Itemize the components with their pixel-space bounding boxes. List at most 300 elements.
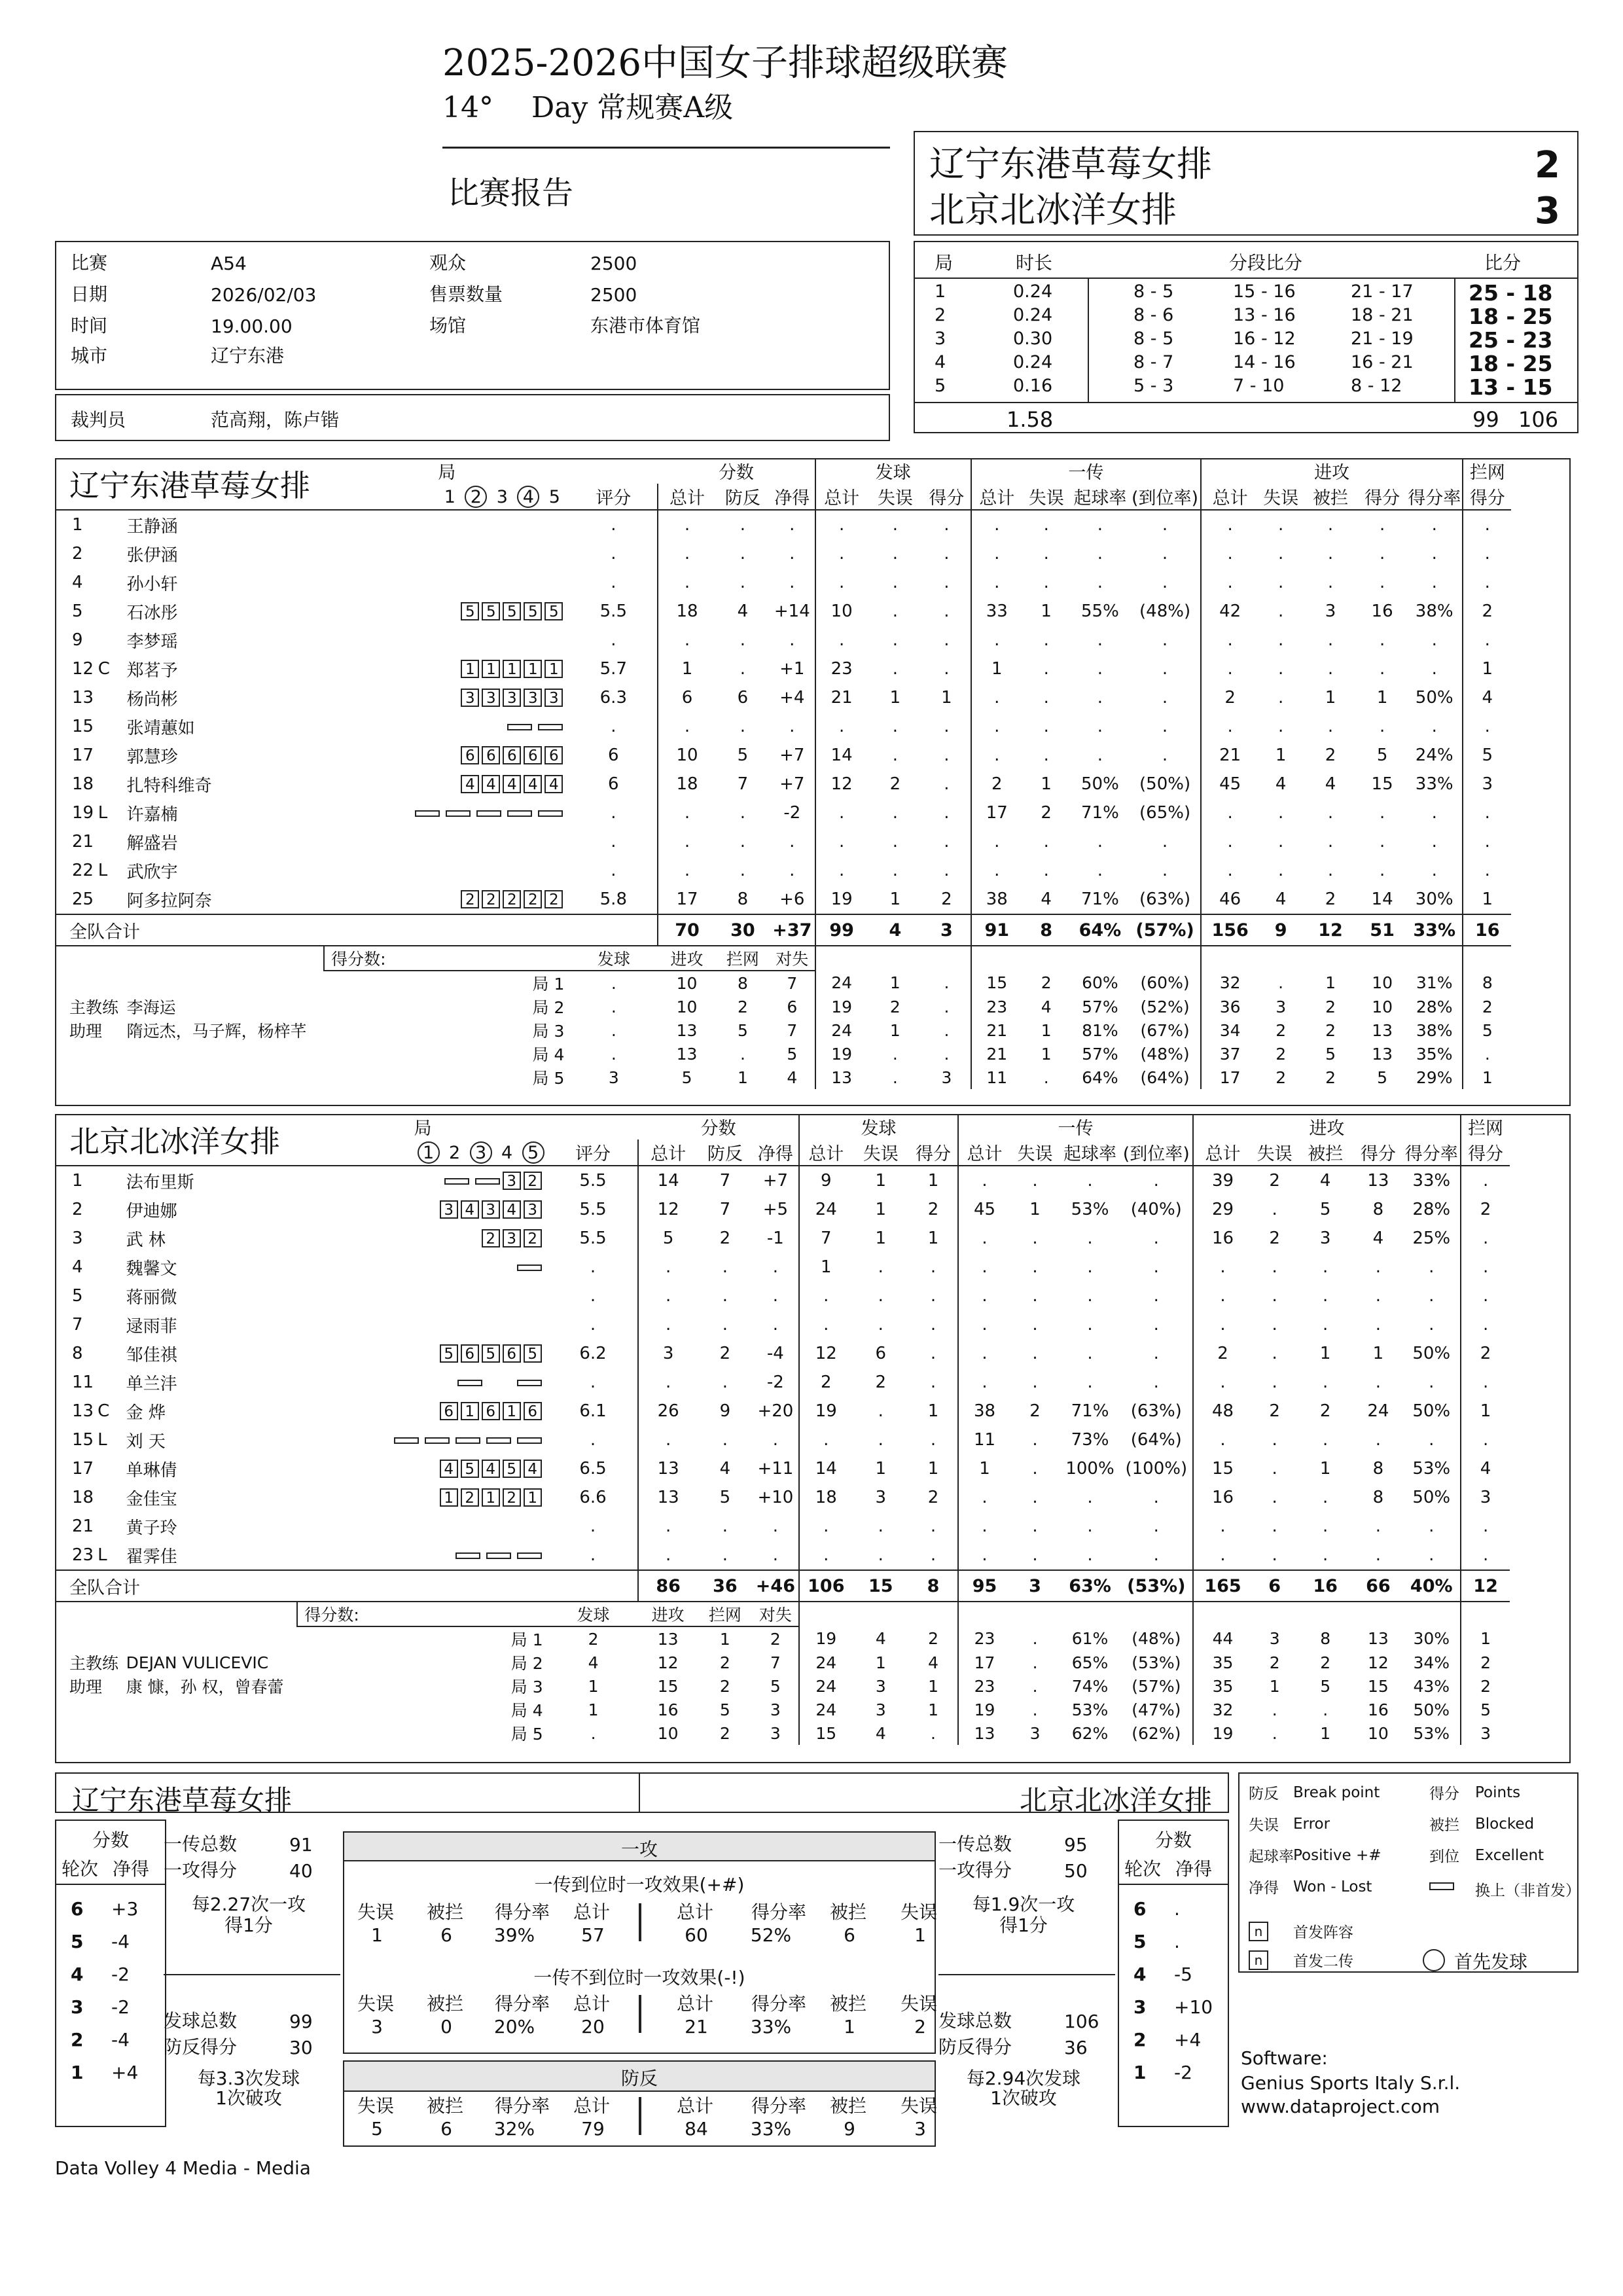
stat-cell: 53% xyxy=(1071,1200,1109,1219)
per-set-stat: . xyxy=(1032,1676,1038,1696)
stat-cell: . xyxy=(892,630,898,650)
stat-cell: 23 xyxy=(815,655,868,683)
stat-cell: -4 xyxy=(766,1344,784,1363)
center-head: 被拦 xyxy=(830,1901,867,1923)
stat-cell: . xyxy=(1327,544,1334,564)
serve-group-head: 发球 xyxy=(799,1114,958,1139)
stat-cell: 2 xyxy=(1325,745,1336,765)
stat-cell: 1 xyxy=(799,1253,853,1282)
col-head: 评分 xyxy=(548,1139,639,1166)
stat-cell: . xyxy=(1429,1516,1435,1536)
stat-cell: . xyxy=(878,1257,883,1277)
stat-cell: . xyxy=(1272,1459,1277,1479)
away-fb-note1: 每1.9次一攻 xyxy=(972,1893,1075,1915)
stat-cell: . xyxy=(958,1282,1010,1310)
total-cell: 64% xyxy=(1071,914,1130,946)
col-head: 总计 xyxy=(638,1139,697,1166)
start-position: 4 xyxy=(503,775,521,793)
footer-text: Data Volley 4 Media - Media xyxy=(55,2157,311,2179)
col-head: 总计 xyxy=(799,1139,853,1166)
center-value: 6 xyxy=(844,1924,855,1946)
player-role xyxy=(98,626,127,655)
stat-cell: 5.5 xyxy=(599,601,627,621)
center-head: 被拦 xyxy=(427,1901,464,1923)
player-rotation xyxy=(324,683,569,712)
stat-cell: . xyxy=(658,827,716,856)
player-rotation xyxy=(297,1224,548,1253)
per-set-head: 进攻 xyxy=(658,946,716,971)
sets-head-set: 局 xyxy=(935,252,954,274)
stat-cell: 4 xyxy=(1325,774,1336,794)
per-set-stat: 1 xyxy=(1461,1626,1510,1651)
player-row xyxy=(55,655,1571,683)
stat-cell: . xyxy=(638,1282,697,1310)
stat-cell: 1 xyxy=(1376,688,1388,708)
per-set-head: 发球 xyxy=(569,946,658,971)
stat-cell: 3 xyxy=(1325,601,1336,621)
player-row xyxy=(55,626,1571,655)
stat-cell: 53% xyxy=(1412,1459,1451,1479)
total-cell: (57%) xyxy=(1130,914,1201,946)
home-rot-head-net: 净得 xyxy=(113,1858,150,1880)
stat-cell: . xyxy=(1193,1512,1252,1541)
stat-cell: 4 xyxy=(737,601,749,621)
stat-cell: 6 xyxy=(658,683,716,712)
per-set-stat: 1 xyxy=(1320,1723,1331,1743)
referee-box xyxy=(55,394,890,441)
set-marker: 2 xyxy=(465,486,487,508)
per-set-stat: 24 xyxy=(799,1674,853,1698)
set-marker: 5 xyxy=(522,1141,544,1164)
player-name: 黄子玲 xyxy=(126,1518,177,1538)
stat-cell: . xyxy=(1327,832,1334,852)
stat-cell: . xyxy=(1379,861,1385,880)
center-head: 得分率 xyxy=(495,1901,550,1923)
set-row-p1: 8 - 6 xyxy=(1133,305,1174,325)
stat-cell: 50% xyxy=(1412,1344,1451,1363)
center-head: 总计 xyxy=(573,1901,611,1923)
player-rotation xyxy=(324,568,569,597)
stat-cell: . xyxy=(815,856,868,885)
sets-head-duration: 时长 xyxy=(1016,252,1053,274)
home-fb-points: 40 xyxy=(289,1860,313,1882)
legend-n2-label: 首发二传 xyxy=(1293,1953,1353,1970)
per-set-points: 2 xyxy=(588,1629,599,1649)
per-set-stat: 34 xyxy=(1201,1018,1259,1042)
stat-cell: . xyxy=(1431,573,1437,592)
player-row xyxy=(55,798,1571,827)
start-position: 6 xyxy=(524,1402,542,1420)
player-name: 石冰彤 xyxy=(126,603,178,623)
start-position: 5 xyxy=(503,602,521,620)
stat-cell: 2 xyxy=(889,774,901,794)
rotation-turn: 2 xyxy=(1133,2029,1147,2051)
per-set-points: 7 xyxy=(787,973,798,993)
player-role xyxy=(98,827,127,856)
per-set-set: 局 2 xyxy=(510,1654,543,1673)
total-cell: 16 xyxy=(1297,1570,1353,1602)
per-set-row xyxy=(55,995,1571,1018)
stat-cell: . xyxy=(1272,1200,1277,1219)
stat-cell: . xyxy=(930,1372,936,1392)
player-name: 孙小轩 xyxy=(126,574,178,594)
stat-cell: 4 xyxy=(1463,683,1511,712)
stat-cell: . xyxy=(1153,1229,1159,1248)
per-set-stat: 2 xyxy=(1325,1067,1336,1087)
stat-cell: . xyxy=(1153,1257,1159,1277)
stat-cell: 17 xyxy=(658,885,716,914)
per-set-points: 1 xyxy=(737,1067,748,1087)
per-set-stat: 32 xyxy=(1201,971,1259,995)
player-name: 邹佳祺 xyxy=(126,1345,177,1365)
player-rotation xyxy=(297,1426,548,1454)
total-cell: 4 xyxy=(868,914,923,946)
stat-cell: . xyxy=(1461,1253,1510,1282)
first-attack-negative-title: 一传不到位时一攻效果(-!) xyxy=(533,1967,745,1988)
sets-group-head: 局 xyxy=(438,463,456,483)
stat-cell: . xyxy=(878,1545,883,1565)
stat-cell: . xyxy=(1327,803,1334,823)
player-number: 4 xyxy=(72,573,83,592)
per-set-points: 12 xyxy=(657,1653,679,1672)
coach-label: 主教练 xyxy=(69,998,119,1017)
venue-label: 场馆 xyxy=(429,315,467,336)
stat-cell: 26 xyxy=(638,1397,697,1426)
per-set-stat: (60%) xyxy=(1140,973,1190,992)
col-head: 失误 xyxy=(868,484,923,510)
per-set-points: . xyxy=(740,1044,745,1064)
per-set-stat: 53% xyxy=(1071,1700,1109,1719)
rotation-turn: 1 xyxy=(71,2062,84,2083)
stat-cell: 42 xyxy=(1201,597,1259,626)
stat-cell: . xyxy=(1323,1257,1329,1277)
col-head: 总计 xyxy=(971,484,1022,510)
center-head: 总计 xyxy=(573,1993,611,2015)
total-cell: 99 xyxy=(815,914,868,946)
per-set-stat: 24 xyxy=(815,1018,868,1042)
stat-cell: . xyxy=(1201,626,1259,655)
stat-cell: . xyxy=(878,1315,883,1335)
center-head: 得分率 xyxy=(751,1901,807,1923)
stat-cell: 2 xyxy=(1269,1229,1280,1248)
player-name: 王静涵 xyxy=(126,516,178,537)
start-position: 6 xyxy=(482,1402,500,1420)
home-rot-head-turn: 轮次 xyxy=(62,1858,99,1880)
stat-cell: . xyxy=(638,1512,697,1541)
stat-cell: . xyxy=(1162,515,1168,535)
stat-cell: . xyxy=(1278,688,1284,708)
scoreboard-away-name: 北京北冰洋女排 xyxy=(929,189,1177,230)
center-value: 57 xyxy=(581,1924,605,1946)
stat-cell: . xyxy=(1278,573,1284,592)
city-label: 城市 xyxy=(71,345,108,367)
start-position: 2 xyxy=(544,890,563,908)
stat-cell: . xyxy=(1461,1166,1510,1195)
per-set-points: . xyxy=(590,1723,596,1743)
stat-cell: . xyxy=(1463,856,1511,885)
stat-cell: 5.7 xyxy=(599,659,627,679)
per-set-points: . xyxy=(611,973,616,993)
stat-cell: . xyxy=(1429,1545,1435,1565)
per-set-stat: 19 xyxy=(958,1698,1010,1721)
sub-marker xyxy=(486,1437,511,1444)
center-divider xyxy=(639,1995,641,2033)
col-head: 被拦 xyxy=(1303,484,1358,510)
set-row-score: 18 - 25 xyxy=(1469,351,1553,376)
stat-cell: 2 xyxy=(941,889,952,909)
per-set-stat: 3 xyxy=(875,1676,886,1696)
stat-cell: . xyxy=(722,1257,728,1277)
stat-cell: . xyxy=(658,510,716,539)
player-number: 17 xyxy=(72,745,94,765)
col-head: 失误 xyxy=(1010,1139,1060,1166)
stat-cell: . xyxy=(1201,539,1259,568)
stat-cell: . xyxy=(1463,827,1511,856)
tickets-value: 2500 xyxy=(590,284,637,306)
stat-cell: 1 xyxy=(875,1459,887,1479)
stat-cell: 2 xyxy=(1461,1195,1510,1224)
stat-cell: 9 xyxy=(719,1401,731,1421)
stat-cell: 2 xyxy=(1319,1401,1331,1421)
stat-cell: . xyxy=(892,803,898,823)
stat-cell: . xyxy=(971,712,1022,741)
per-set-stat: 1 xyxy=(889,973,901,992)
per-set-stat: 34% xyxy=(1413,1653,1450,1672)
set-row-score: 25 - 18 xyxy=(1469,280,1553,306)
per-set-stat: 2 xyxy=(1325,1020,1336,1040)
per-set-points: 2 xyxy=(719,1653,730,1672)
match-label: 比赛 xyxy=(71,252,108,274)
per-set-stat: 3 xyxy=(1269,1629,1280,1648)
per-set-stat: 2 xyxy=(889,997,901,1016)
stat-cell: . xyxy=(1278,659,1284,679)
stat-cell: . xyxy=(772,1257,779,1277)
per-set-stat: 16 xyxy=(1368,1700,1389,1719)
stat-cell: . xyxy=(1032,1372,1038,1392)
center-value: 20 xyxy=(581,2016,605,2037)
stat-cell: . xyxy=(1278,832,1284,852)
stat-cell: . xyxy=(1272,1257,1277,1277)
per-set-stat: 61% xyxy=(1071,1629,1109,1648)
player-number: 7 xyxy=(72,1315,83,1335)
set-marker: 2 xyxy=(449,1142,461,1163)
set-row-p3: 21 - 17 xyxy=(1351,281,1414,302)
stat-cell: . xyxy=(590,1430,596,1450)
stat-cell: . xyxy=(1323,1286,1329,1306)
per-set-stat: 19 xyxy=(1193,1721,1252,1745)
sub-marker xyxy=(517,1380,542,1386)
stat-cell: . xyxy=(1379,630,1385,650)
stat-cell: . xyxy=(740,659,746,679)
col-head: 得分 xyxy=(1463,484,1511,510)
stat-cell: . xyxy=(1278,515,1284,535)
stat-cell: . xyxy=(1278,803,1284,823)
player-role xyxy=(98,770,127,798)
defense-box xyxy=(343,2060,936,2147)
stat-cell: . xyxy=(1323,1545,1329,1565)
stat-cell: . xyxy=(1087,1516,1093,1536)
stat-cell: 6 xyxy=(737,688,749,708)
stat-cell: . xyxy=(1461,1541,1510,1570)
stat-cell: 1 xyxy=(875,1229,887,1248)
per-set-stat: 62% xyxy=(1071,1723,1109,1743)
stat-cell: . xyxy=(789,515,795,535)
stat-cell: . xyxy=(1201,856,1259,885)
stat-cell: . xyxy=(1272,1516,1277,1536)
stat-cell: . xyxy=(1327,717,1334,736)
rotation-turn: 5 xyxy=(1133,1931,1147,1952)
stat-cell: 1 xyxy=(875,1200,887,1219)
per-set-head: 拦网 xyxy=(698,1602,753,1626)
start-position: 1 xyxy=(482,1488,500,1507)
center-value: 33% xyxy=(750,2118,792,2140)
stat-cell: . xyxy=(1032,1430,1038,1450)
per-set-points: 1 xyxy=(588,1676,599,1696)
total-cell: 86 xyxy=(638,1570,697,1602)
rotation-net: -2 xyxy=(111,1964,130,1985)
stat-cell: . xyxy=(658,539,716,568)
stat-cell: . xyxy=(1327,515,1334,535)
stat-cell: . xyxy=(1463,626,1511,655)
stat-cell: . xyxy=(892,717,898,736)
stat-cell: . xyxy=(1162,861,1168,880)
stat-cell: 1 xyxy=(1275,745,1287,765)
per-set-stat: 4 xyxy=(1041,997,1052,1016)
stat-cell: . xyxy=(878,1401,883,1421)
stat-cell: . xyxy=(789,630,795,650)
stat-cell: 46 xyxy=(1201,885,1259,914)
set-marker: 3 xyxy=(470,1141,492,1164)
per-set-stat: 2 xyxy=(1461,1651,1510,1674)
per-set-stat: 53% xyxy=(1413,1723,1450,1743)
set-row-p3: 18 - 21 xyxy=(1351,305,1414,325)
stat-cell: . xyxy=(815,827,868,856)
stat-cell: 5 xyxy=(1319,1200,1331,1219)
per-set-points: . xyxy=(611,997,616,1016)
stat-cell: . xyxy=(638,1310,697,1339)
player-rotation xyxy=(324,885,569,914)
per-set-points: 1 xyxy=(719,1629,730,1649)
legend-key: 失误 xyxy=(1249,1817,1279,1834)
player-row xyxy=(55,597,1571,626)
per-set-points: 6 xyxy=(787,997,798,1016)
rotation-turn: 1 xyxy=(1133,2062,1147,2083)
home-fb-note2: 得1分 xyxy=(224,1914,273,1936)
stat-cell: . xyxy=(1431,659,1437,679)
home-rec-total: 91 xyxy=(289,1834,313,1856)
stat-cell: . xyxy=(1032,1344,1038,1363)
stat-cell: 38 xyxy=(971,885,1022,914)
stat-cell: . xyxy=(1272,1430,1277,1450)
col-head: 失误 xyxy=(1258,484,1302,510)
per-set-stat: 19 xyxy=(799,1626,853,1651)
per-set-points: 5 xyxy=(719,1700,730,1719)
stat-cell: +7 xyxy=(779,745,805,765)
center-value: 84 xyxy=(685,2118,708,2140)
coach-label: 主教练 xyxy=(69,1654,119,1673)
player-row xyxy=(55,712,1571,741)
per-set-stat: 2 xyxy=(1269,1653,1280,1672)
start-position: 1 xyxy=(524,1488,542,1507)
set-row-p1: 5 - 3 xyxy=(1133,376,1174,396)
per-set-set: 局 1 xyxy=(510,1630,543,1649)
stat-cell: . xyxy=(944,861,950,880)
stat-cell: . xyxy=(1278,630,1284,650)
home-serve-note2: 1次破攻 xyxy=(215,2087,282,2109)
stat-cell: . xyxy=(930,1545,936,1565)
stat-cell: (64%) xyxy=(1130,1430,1182,1450)
stat-cell: . xyxy=(1463,798,1511,827)
start-position: 6 xyxy=(503,746,521,764)
sub-marker xyxy=(476,810,501,817)
player-rotation xyxy=(297,1195,548,1224)
stat-cell: 4 xyxy=(1275,774,1287,794)
player-role xyxy=(98,1512,126,1541)
stat-cell: . xyxy=(611,630,616,650)
stat-cell: 55% xyxy=(1081,601,1119,621)
per-set-stat: 17 xyxy=(1201,1066,1259,1089)
summary-away-name: 北京北冰洋女排 xyxy=(1019,1784,1212,1816)
per-set-stat: 1 xyxy=(1463,1066,1511,1089)
per-set-stat: 35 xyxy=(1193,1674,1252,1698)
set-row-p1: 8 - 7 xyxy=(1133,352,1174,372)
stat-cell: . xyxy=(1375,1430,1382,1450)
stat-cell: . xyxy=(1162,688,1168,708)
scoreboard-away-sets: 3 xyxy=(1535,190,1560,232)
set-row-p1: 8 - 5 xyxy=(1133,281,1174,302)
player-number: 1 xyxy=(72,515,83,535)
per-set-stat: 8 xyxy=(1463,971,1511,995)
start-position: 5 xyxy=(503,1460,521,1478)
audience-value: 2500 xyxy=(590,253,637,274)
per-set-stat: 4 xyxy=(875,1629,886,1648)
stat-cell: . xyxy=(1162,717,1168,736)
stat-cell: . xyxy=(944,774,950,794)
sets-total-duration: 1.58 xyxy=(1007,407,1054,432)
stat-cell: 19 xyxy=(799,1397,853,1426)
time-value: 19.00.00 xyxy=(211,315,293,337)
start-position: 2 xyxy=(524,890,542,908)
player-number: 3 xyxy=(72,1229,83,1248)
rotation-turn: 5 xyxy=(71,1931,84,1952)
stat-cell: . xyxy=(789,544,795,564)
per-set-stat: 17 xyxy=(958,1651,1010,1674)
stat-cell: 1 xyxy=(889,688,901,708)
stat-cell: 1 xyxy=(1041,601,1052,621)
center-value: 9 xyxy=(844,2118,855,2140)
col-head: 防反 xyxy=(698,1139,753,1166)
stat-cell: . xyxy=(944,630,950,650)
stat-cell: 33% xyxy=(1415,774,1454,794)
stat-cell: (63%) xyxy=(1130,1401,1182,1421)
legend-n1-icon: n xyxy=(1249,1922,1268,1941)
stat-cell: 1 xyxy=(875,1171,887,1191)
player-rotation xyxy=(297,1368,548,1397)
set-row-p3: 8 - 12 xyxy=(1351,376,1402,396)
player-rotation xyxy=(324,856,569,885)
per-set-stat: 19 xyxy=(815,1042,868,1066)
player-role: L xyxy=(98,803,108,823)
total-cell: 156 xyxy=(1201,914,1259,946)
stat-cell: 5 xyxy=(1376,745,1388,765)
software-url: www.dataproject.com xyxy=(1241,2096,1440,2117)
per-set-stat: (48%) xyxy=(1132,1629,1181,1648)
software-company: Genius Sports Italy S.r.l. xyxy=(1241,2072,1461,2094)
total-cell: 70 xyxy=(658,914,716,946)
stat-cell: 3 xyxy=(638,1339,697,1368)
stat-cell: 6 xyxy=(608,774,619,794)
set-row-dur: 0.30 xyxy=(1013,329,1053,349)
